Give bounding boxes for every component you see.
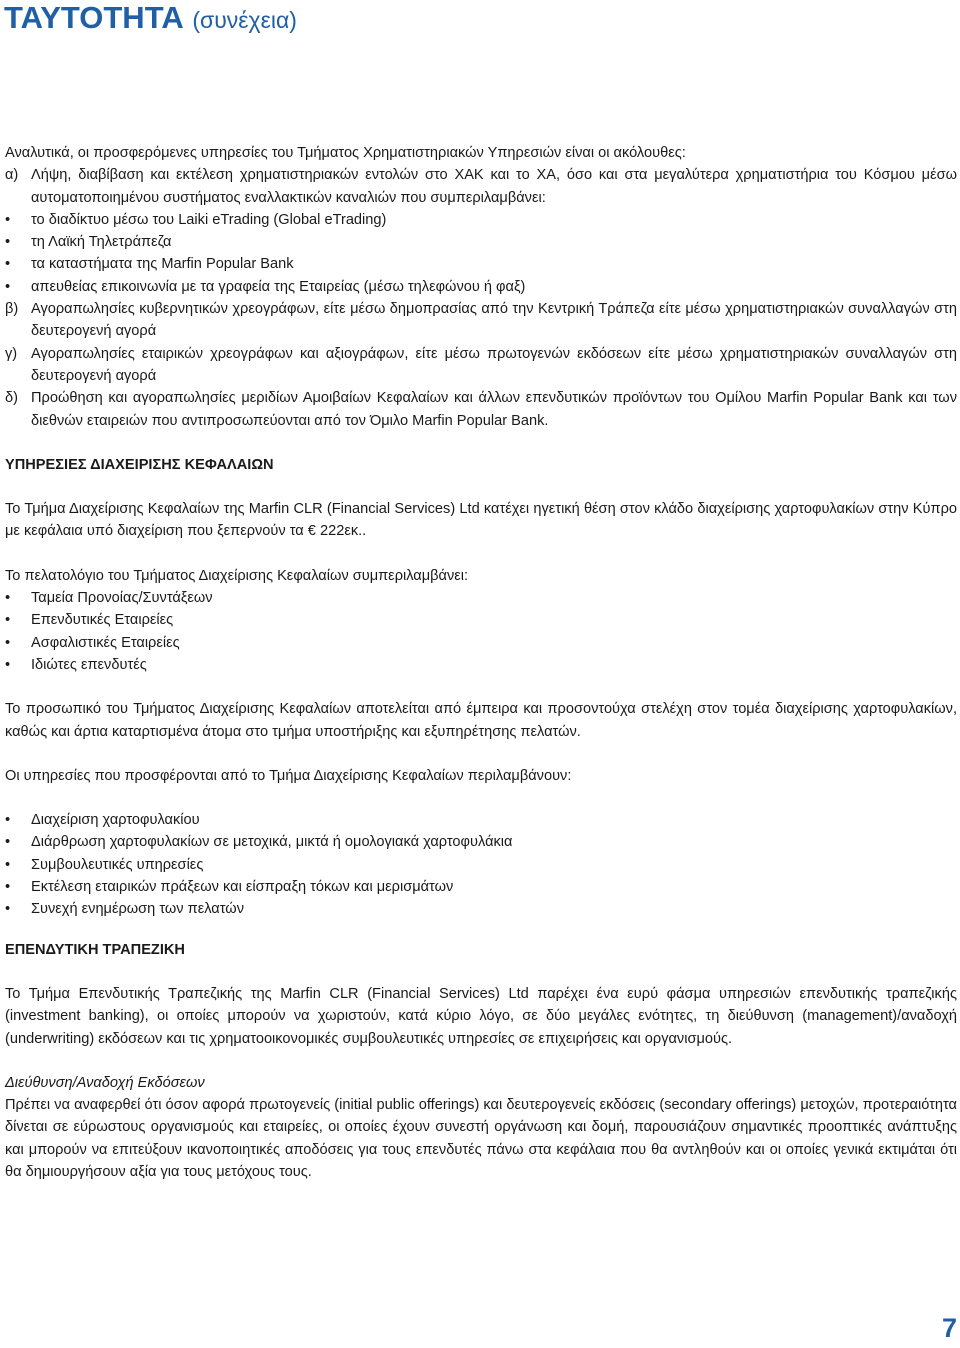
- clients-intro: Το πελατολόγιο του Τμήματος Διαχείρισης Κεφαλαίων συμπεριλαμβάνει:: [5, 567, 469, 584]
- bullet-item: [5, 898, 957, 920]
- list-item-a: [5, 164, 957, 209]
- bullet-text: Συμβουλευτικές υπηρεσίες: [31, 856, 204, 873]
- bullet-text: τη Λαϊκή Τηλετράπεζα: [31, 234, 172, 251]
- bullet-item: [5, 654, 957, 676]
- section-heading-investment-banking: ΕΠΕΝΔΥΤΙΚΗ ΤΡΑΠΕΖΙΚΗ: [5, 941, 185, 958]
- list-item-c: [5, 343, 957, 388]
- item-text: Προώθηση και αγοραπωλησίες μεριδίων Αμοιβαίων Κεφαλαίων και άλλων επενδυτικών προϊόντων του Ομίλου Marfin Popular Bank και των διεθνών εταιρειών που αντιπροσωπεύονται από τον Όμιλο Marfin Popular Bank.: [31, 390, 957, 429]
- bullet-icon: •: [5, 612, 11, 629]
- bullet-item: [5, 809, 957, 831]
- bullet-icon: •: [5, 879, 11, 896]
- page-title: [4, 0, 297, 38]
- asset-management-paragraph: Το Τμήμα Διαχείρισης Κεφαλαίων της Marfin CLR (Financial Services) Ltd κατέχει ηγετική θέση στον κλάδο διαχείρισης χαρτοφυλακίων στην Κύπρο με κεφάλαια υπό διαχείριση που ξεπερνούν τα € 222εκ..: [5, 501, 957, 540]
- bullet-text: Διαχείριση χαρτοφυλακίου: [31, 812, 200, 829]
- bullet-item: [5, 854, 957, 876]
- bullet-item: [5, 209, 957, 231]
- bullet-icon: •: [5, 278, 11, 295]
- bullet-item: [5, 253, 957, 275]
- bullet-item: [5, 876, 957, 898]
- bullet-item: [5, 587, 957, 609]
- bullet-item: [5, 276, 957, 298]
- bullet-icon: •: [5, 856, 11, 873]
- item-label: γ): [5, 345, 18, 362]
- list-item-d: [5, 387, 957, 432]
- item-text: Αγοραπωλησίες εταιρικών χρεογράφων και αξιογράφων, είτε μέσω πρωτογενών εκδόσεων είτε μέσω χρηματιστηριακών συναλλαγών στη δευτερογενή αγορά: [31, 345, 957, 384]
- bullet-icon: •: [5, 256, 11, 273]
- item-text: Λήψη, διαβίβαση και εκτέλεση χρηματιστηριακών εντολών στο ΧΑΚ και το ΧΑ, όσο και στα μεγαλύτερα χρηματιστήρια του Κόσμου μέσω αυτοματοποιημένου συστήματος εναλλακτικών καναλιών που συμπεριλαμβάνει:: [31, 167, 957, 206]
- bullet-icon: •: [5, 211, 11, 228]
- section-heading-asset-management: ΥΠΗΡΕΣΙΕΣ ΔΙΑΧΕΙΡΙΣΗΣ ΚΕΦΑΛΑΙΩΝ: [5, 456, 274, 473]
- services-list-intro: Οι υπηρεσίες που προσφέρονται από το Τμήμα Διαχείρισης Κεφαλαίων περιλαμβάνουν:: [5, 767, 572, 784]
- document-body: [5, 142, 957, 1183]
- bullet-text: το διαδίκτυο μέσω του Laiki eTrading (Global eTrading): [31, 211, 387, 228]
- bullet-icon: •: [5, 634, 11, 651]
- services-intro: Αναλυτικά, οι προσφερόμενες υπηρεσίες του Τμήματος Χρηματιστηριακών Υπηρεσιών είναι οι ακόλουθες:: [5, 145, 686, 161]
- item-label: δ): [5, 390, 18, 407]
- bullet-icon: •: [5, 234, 11, 251]
- bullet-icon: •: [5, 656, 11, 673]
- underwriting-paragraph: Πρέπει να αναφερθεί ότι όσον αφορά πρωτογενείς (initial public offerings) και δευτερογενείς εκδόσεις (secondary offerings) μετοχών, προτεραιότητα δίνεται σε εύρωστους οργανισμούς και εταιρείες, οι οποίες έχουν συνεστή οργάνωση και δομή, παρουσιάζουν σημαντικές προοπτικές ανάπτυξης και μπορούν να επιτεύξουν ικανοποιητικές αποδόσεις για τους επενδυτές πάνω στα κεφάλαια που θα αντληθούν και οι οποίες γενικά εκτιμάται ότι θα δημιουργήσουν αξία για τους μετόχους τους.: [5, 1097, 957, 1180]
- bullet-text: τα καταστήματα της Marfin Popular Bank: [31, 256, 294, 273]
- bullet-text: Συνεχή ενημέρωση των πελατών: [31, 901, 244, 918]
- bullet-text: απευθείας επικοινωνία με τα γραφεία της Εταιρείας (μέσω τηλεφώνου ή φαξ): [31, 278, 526, 295]
- bullet-text: Εκτέλεση εταιρικών πράξεων και είσπραξη τόκων και μερισμάτων: [31, 879, 454, 896]
- page-title-subtitle: (συνέχεια): [192, 7, 297, 33]
- bullet-item: [5, 609, 957, 631]
- bullet-text: Ασφαλιστικές Εταιρείες: [31, 634, 180, 651]
- page-title-main: ΤΑΥΤΟΤΗΤΑ: [4, 0, 184, 35]
- bullet-icon: •: [5, 590, 11, 607]
- page-number: 7: [941, 1313, 957, 1343]
- subheading-underwriting: Διεύθυνση/Αναδοχή Εκδόσεων: [5, 1074, 205, 1091]
- bullet-item: [5, 632, 957, 654]
- staff-paragraph: Το προσωπικό του Τμήματος Διαχείρισης Κεφαλαίων αποτελείται από έμπειρα και προσοντούχα στελέχη στον τομέα διαχείρισης χαρτοφυλακίων, καθώς και άρτια καταρτισμένα άτομα στο τμήμα υποστήριξης και εξυπηρέτησης πελατών.: [5, 701, 957, 740]
- bullet-icon: •: [5, 812, 11, 829]
- bullet-text: Διάρθρωση χαρτοφυλακίων σε μετοχικά, μικτά ή ομολογιακά χαρτοφυλάκια: [31, 834, 513, 851]
- bullet-icon: •: [5, 901, 11, 918]
- bullet-icon: •: [5, 834, 11, 851]
- bullet-text: Ταμεία Προνοίας/Συντάξεων: [31, 590, 213, 607]
- item-text: Αγοραπωλησίες κυβερνητικών χρεογράφων, είτε μέσω δημοπρασίας από την Κεντρική Τράπεζα είτε μέσω χρηματιστηριακών συναλλαγών στη δευτερογενή αγορά: [31, 301, 957, 340]
- bullet-item: [5, 231, 957, 253]
- bullet-text: Επενδυτικές Εταιρείες: [31, 612, 174, 629]
- bullet-text: Ιδιώτες επενδυτές: [31, 656, 147, 673]
- bullet-item: [5, 831, 957, 853]
- item-label: α): [5, 167, 19, 184]
- investment-banking-paragraph: Το Τμήμα Επενδυτικής Τραπεζικής της Marfin CLR (Financial Services) Ltd παρέχει ένα ευρύ φάσμα υπηρεσιών επενδυτικής τραπεζικής (investment banking), οι οποίες μπορούν να χωριστούν, κατά κύριο λόγο, σε δύο μεγάλες ενότητες, τη διεύθυνση (management)/αναδοχή (underwriting) εκδόσεων και τις χρηματοοικονομικές συμβουλευτικές υπηρεσίες σε επιχειρήσεις και οργανισμούς.: [5, 985, 957, 1047]
- list-item-b: [5, 298, 957, 343]
- item-label: β): [5, 301, 19, 318]
